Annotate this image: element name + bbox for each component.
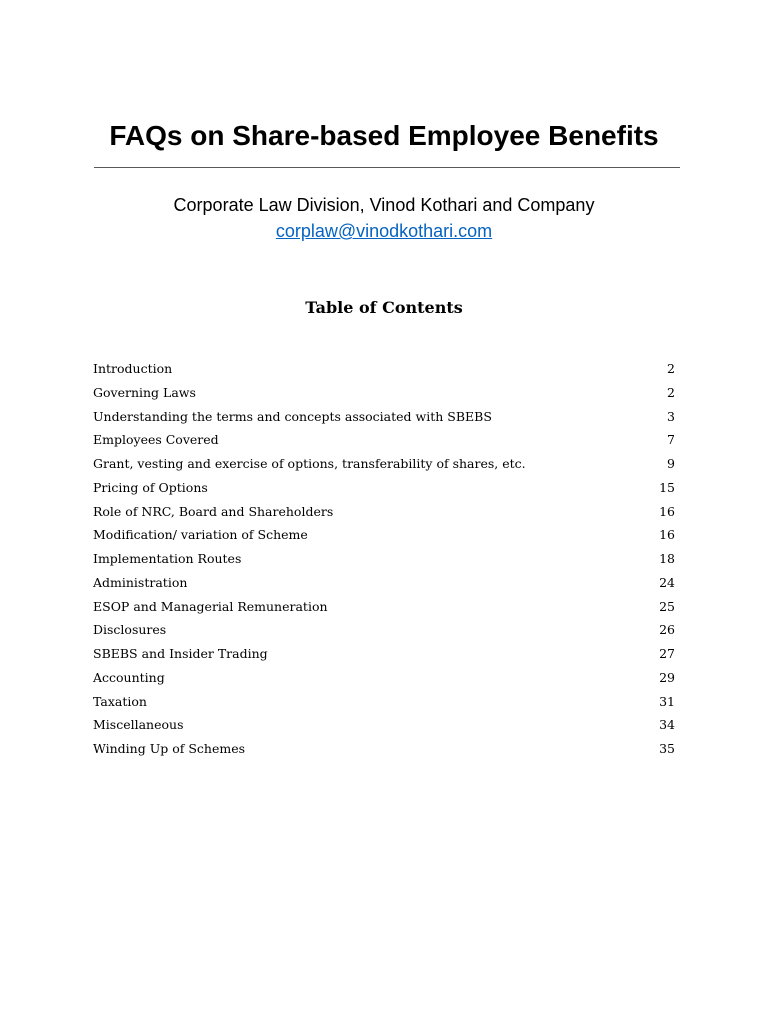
toc-entry-page: 31 [659,693,675,709]
toc-entry-page: 16 [659,527,675,543]
toc-heading: Table of Contents [305,298,463,317]
toc-entry-label: Winding Up of Schemes [93,741,246,756]
toc-entry[interactable] [93,452,675,476]
toc-entry[interactable] [93,428,675,452]
toc-entry-label: Employees Covered [93,432,219,448]
toc-entry[interactable] [93,642,675,666]
toc-entry[interactable] [93,547,675,571]
toc-entry-page: 27 [659,646,675,661]
toc-entry[interactable] [93,666,675,690]
toc-entry-page: 24 [659,574,675,590]
toc-entry[interactable] [93,405,675,429]
toc-entry[interactable] [93,357,675,381]
toc-entry[interactable] [93,523,675,547]
toc-entry[interactable] [93,690,675,714]
toc-entry-label: Taxation [93,693,147,709]
toc-list [93,357,675,761]
toc-entry-page: 26 [659,622,675,638]
toc-entry-label: ESOP and Managerial Remuneration [93,598,328,614]
toc-entry-label: Implementation Routes [93,551,242,566]
email-link-container [0,219,768,243]
toc-entry-page: 35 [659,741,675,756]
toc-entry-page: 29 [659,669,675,685]
document-title: FAQs on Share-based Employee Benefits [109,120,659,151]
toc-entry-page: 2 [667,361,675,376]
toc-entry-label: Grant, vesting and exercise of options, transferability of shares, etc. [93,456,526,471]
toc-entry[interactable] [93,595,675,619]
toc-entry[interactable] [93,571,675,595]
toc-entry-label: Understanding the terms and concepts associated with SBEBS [93,408,492,424]
toc-entry-page: 16 [659,503,675,519]
toc-entry-label: Administration [93,574,188,590]
toc-entry-label: Pricing of Options [93,479,208,495]
toc-entry-page: 15 [659,479,675,495]
toc-entry-page: 25 [659,598,675,614]
toc-entry-page: 18 [659,551,675,566]
toc-entry-page: 7 [667,432,675,448]
toc-entry-label: Modification/ variation of Scheme [93,527,308,543]
toc-entry-label: Governing Laws [93,384,196,400]
toc-entry[interactable] [93,713,675,737]
toc-entry-label: Miscellaneous [93,717,184,733]
toc-entry[interactable] [93,618,675,642]
toc-entry[interactable] [93,737,675,761]
toc-entry-page: 9 [667,456,675,471]
toc-entry[interactable] [93,381,675,405]
toc-entry-page: 3 [667,408,675,424]
toc-entry-label: Role of NRC, Board and Shareholders [93,503,334,519]
toc-entry-label: SBEBS and Insider Trading [93,646,268,661]
toc-entry-page: 2 [667,384,675,400]
toc-entry-label: Disclosures [93,622,167,638]
title-divider [94,167,680,168]
toc-entry-label: Accounting [93,669,165,685]
author-line: Corporate Law Division, Vinod Kothari and Company [173,195,595,215]
toc-entry[interactable] [93,500,675,524]
toc-entry-page: 34 [659,717,675,733]
toc-entry[interactable] [93,476,675,500]
email-link[interactable]: corplaw@vinodkothari.com [275,221,493,241]
toc-entry-label: Introduction [93,361,173,376]
